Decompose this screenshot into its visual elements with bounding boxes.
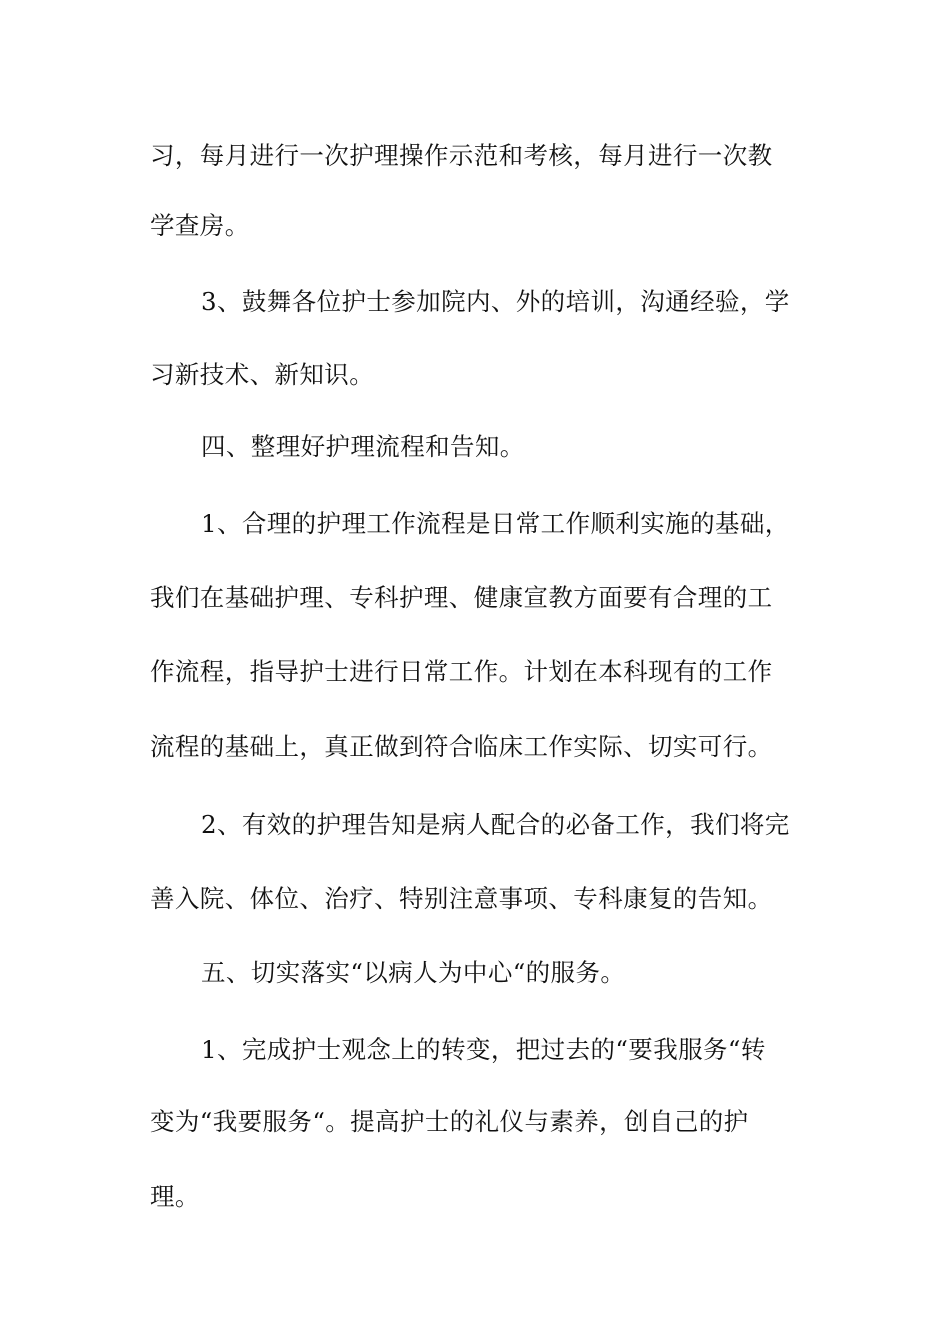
paragraph-line: 作流程，指导护士进行日常工作。计划在本科现有的工作: [150, 657, 773, 686]
paragraph-line: 变为“我要服务“。提高护士的礼仪与素养，创自己的护: [150, 1107, 749, 1136]
paragraph-line: 学查房。: [150, 211, 250, 240]
paragraph-line: 习新技术、新知识。: [150, 360, 375, 389]
paragraph-line: 习，每月进行一次护理操作示范和考核，每月进行一次教: [150, 141, 773, 170]
paragraph-line: 1、合理的护理工作流程是日常工作顺利实施的基础，: [201, 509, 790, 538]
section-heading: 五、切实落实“以病人为中心“的服务。: [201, 958, 626, 987]
paragraph-line: 理。: [150, 1182, 200, 1211]
paragraph-line: 流程的基础上，真正做到符合临床工作实际、切实可行。: [150, 732, 773, 761]
paragraph-line: 善入院、体位、治疗、特别注意事项、专科康复的告知。: [150, 884, 773, 913]
paragraph-line: 3、鼓舞各位护士参加院内、外的培训，沟通经验，学: [201, 287, 790, 316]
paragraph-line: 2、有效的护理告知是病人配合的必备工作，我们将完: [201, 810, 790, 839]
section-heading: 四、整理好护理流程和告知。: [201, 432, 525, 461]
paragraph-line: 1、完成护士观念上的转变，把过去的“要我服务“转: [201, 1035, 766, 1064]
paragraph-line: 我们在基础护理、专科护理、健康宣教方面要有合理的工: [150, 583, 773, 612]
